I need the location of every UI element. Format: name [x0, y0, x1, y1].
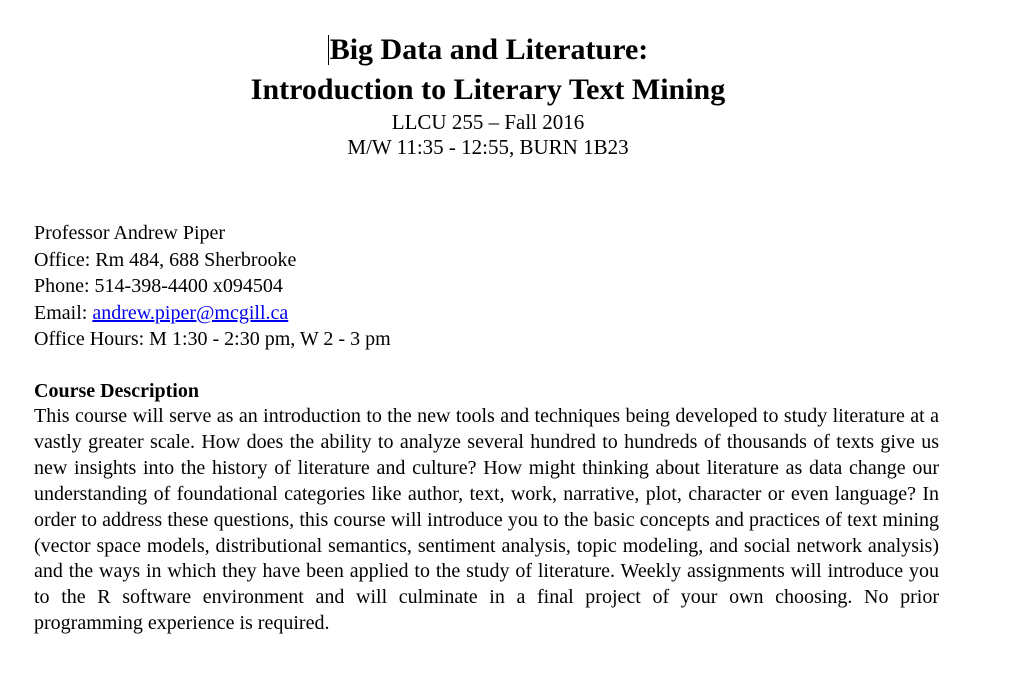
course-code: LLCU 255 – Fall 2016	[391, 110, 585, 134]
course-title-text: Big Data and Literature:	[329, 33, 649, 66]
office-hours: Office Hours: M 1:30 - 2:30 pm, W 2 - 3 pm	[34, 328, 391, 350]
course-description-section	[34, 378, 939, 637]
title-block	[0, 30, 976, 160]
contact-info	[34, 220, 391, 353]
course-subtitle: Introduction to Literary Text Mining	[250, 73, 726, 106]
office-location: Office: Rm 484, 688 Sherbrooke	[34, 248, 297, 271]
professor-name: Professor Andrew Piper	[34, 222, 226, 244]
text-cursor	[328, 35, 329, 65]
email-label: Email:	[34, 301, 93, 324]
phone-number: Phone: 514-398-4400 x094504	[34, 275, 283, 297]
email-line	[34, 300, 391, 327]
course-description-text: This course will serve as an introduction to the new tools and techniques being developed to study literature at a vastly greater scale. How does the ability to analyze several hundred to hundreds of thousands of texts give us new insights into the history of literature and culture? How might thinking about literature as data change our understanding of foundational categories like author, text, work, narrative, plot, character or even language? In order to address these questions, this course will introduce you to the basic concepts and practices of text mining (vector space models, distributional semantics, sentiment analysis, topic modeling, and social network analysis) and the ways in which they have been applied to the study of literature. Weekly assignments will introduce you to the R software environment and will culminate in a final project of your own choosing. No prior programming experience is required.	[34, 405, 939, 635]
course-schedule: M/W 11:35 - 12:55, BURN 1B23	[347, 135, 629, 159]
section-heading: Course Description	[34, 380, 199, 402]
course-title	[0, 30, 976, 70]
email-link[interactable]: andrew.piper@mcgill.ca	[92, 301, 289, 324]
